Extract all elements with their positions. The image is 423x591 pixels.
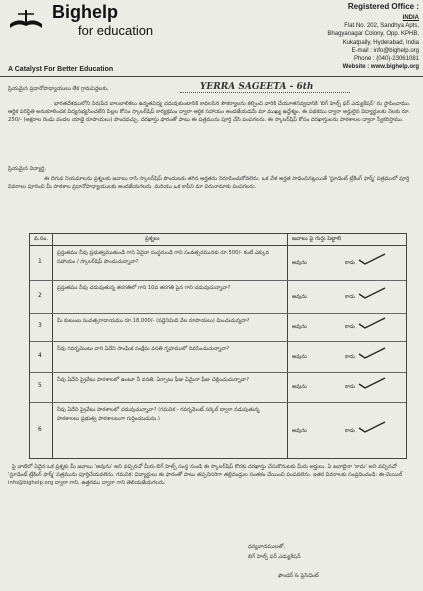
paragraph-intro: భారతదేశములోని నిరుపేద బాలబాలికలు ఉన్నతవిద్య చదువుకుంటానికి కావలసిన సౌకర్యాలను కల్పించి వారికి చేయూతనివ్వడానికి 'బిగ్ హెల్ప్ ఫర్ ఎడ్యుకేషన్' ను స్థాపించాము. ఆర్థిక పరిస్థితి అనుకూలించక విద్యనభ్యసించలేని పిల్లల కోసం స్కాలర్‌షిప్ కార్యక్రమం ద్వారా ఆర్థిక సహాయం అందజేయడమే మా ముఖ్య ఉద్దేశ్యం. ఈ పథకము ద్వారా అర్హులైన విద్యార్థులకు నెలకు రూ. 250/- (అక్షరాల రెండు వందల యాభై రూపాయలు) పొందవచ్చు. దరఖాస్తు ఫారంతో పాటు ఈ పత్రమును పూర్తి చేసి పంపగలరు. ఈ స్కాలర్‌షిప్ కోసం దరఖాస్తులను పాఠశాలల ద్వారా స్వీకరిస్తాము. <box>8 101 411 124</box>
closing: ధన్యవాదములతో, <box>248 544 286 550</box>
salutation-student: ప్రియమైన విద్యార్థి, <box>8 166 47 172</box>
answer-no-option[interactable] <box>345 256 405 268</box>
answer-no-label: కాదు <box>345 259 355 266</box>
brand-subtitle: for education <box>78 23 154 38</box>
answer-yes-option[interactable]: అవును <box>292 427 307 434</box>
question-text: మీ కుటుంబ సంవత్సరాదాయము రూ.18,000/- (పద్దెనిమిది వేల రూపాయలు) మించుచున్నదా? <box>57 318 250 324</box>
answer-no-option[interactable] <box>345 350 405 362</box>
tick-mark-icon <box>357 253 387 265</box>
answer-no-label: కాదు <box>345 293 355 300</box>
office-email: E-mail : info@bighelp.org <box>351 47 419 54</box>
row-number: 2 <box>38 291 42 299</box>
row-number: 3 <box>38 322 42 329</box>
row-number: 6 <box>38 425 42 433</box>
answer-no-option[interactable] <box>345 290 405 302</box>
office-address-line: Bhagyanagar Colony, Opp. KPHB, <box>327 31 419 38</box>
registered-office-block <box>239 2 419 71</box>
answer-no-label: కాదు <box>345 353 355 360</box>
questions-table <box>29 233 407 459</box>
table-row <box>30 245 406 281</box>
office-website: Website : www.bighelp.org <box>342 64 419 71</box>
header-divider <box>0 76 423 77</box>
handwritten-name: YERRA SAGEETA - 6th <box>200 82 314 92</box>
answer-yes-option[interactable]: అవును <box>292 293 307 300</box>
question-text: ప్రస్తుతము నీవు చదువుతున్న తరగతిలో గాని 10వ తరగతి పైన గాని చదువుచున్నావా? <box>57 285 231 291</box>
table-row <box>30 341 406 373</box>
office-title: Registered Office : <box>347 2 419 11</box>
salutation: ప్రియమైన ప్రధానోపాధ్యాయులు లేక గ్రామపెద్దలకు, <box>8 86 109 92</box>
paragraph-eligibility: పై వాటిలో ఏదైన ఒక ప్రశ్నకు మీ జవాబు 'అవును' అని వచ్చినచో మీరు బిగ్ హెల్ప్ సంస్థ నుండి ఈ స్కాలర్‌షిప్ కొరకు దరఖాస్తు చేసుకొనుటకు మీరు అర్హులు. ఏ జవాబైనా 'కాదు' అని వచ్చినచో 'స్టూడెంట్ ట్రేకింగ్ ఫార్మ్' పత్రమును పూర్తిచేయవలెను. గమనిక: విద్యార్థులు ఈ ఫారంతో పాటు తప్పనిసరిగా తల్లిదండ్రుల సంతకం చేయించి పంపవలెను. ఇతర వివరాలకు సంప్రదించండి: ఈ-మెయిల్ info@bighelp.org ద్వారా గాని, ఉత్తరము ద్వారా గాని తెలియజేయగలరు. <box>8 464 403 487</box>
answer-no-option[interactable] <box>345 424 405 436</box>
office-phone: Phone : (040)-23061081 <box>353 56 419 63</box>
answer-no-option[interactable] <box>345 320 405 332</box>
office-country: INDIA <box>402 15 419 21</box>
row-number: 5 <box>38 382 42 389</box>
brand-name: Bighelp <box>52 2 118 22</box>
tick-mark-icon <box>357 377 387 389</box>
question-text: నీవు గవర్నమెంటు వారి ఏదేని సాంఘిక సంక్షేమ వసతి గృహములో నివసించుచున్నావా? <box>57 346 230 352</box>
tick-mark-icon <box>357 317 387 329</box>
tick-mark-icon <box>357 421 387 433</box>
table-row <box>30 372 406 403</box>
tagline: A Catalyst For Better Education <box>8 66 114 73</box>
open-book-logo-icon <box>8 6 44 32</box>
table-row <box>30 313 406 342</box>
row-number: 1 <box>38 257 42 265</box>
tick-mark-icon <box>357 347 387 359</box>
paragraph-instructions: ఈ దిగువ నియమాలను ప్రశ్నలకు జవాబు రాసి స్కాలర్‌షిప్ పొందుటకు తగిన అర్హతను నిరూపించుకోవలెను. ఒక వేళ అర్హత సాధించినట్లయితే 'స్టూడెంట్ ట్రేకింగ్ ఫార్మ్' పత్రములో పూర్తి వివరాలు పూరించి మీ పాఠశాల ప్రధానోపాధ్యాయులకు అందజేయగలరు. మరియు ఒక కాపీని మా చిరునామాకు పంపగలరు. <box>8 176 410 191</box>
header-questions: ప్రశ్నలు <box>145 236 160 242</box>
answer-yes-option[interactable]: అవును <box>292 324 307 330</box>
question-text: ప్రస్తుతము నీవు ప్రభుత్వముతుండి గాని ఏదైనా సంస్థనుండి గాని సంవత్సరమునకు రూ.500/- కంటే ఎక్కువ సహాయం / స్కాలర్‌షిప్ పొందుచున్నావా? <box>57 250 270 265</box>
question-text: నీవు ఏదేని ప్రైవేటు పాఠశాలలో చదువుచున్నావా? (గమనిక - గవర్నమెంట్ సర్కిల్ ద్వారా నడుపుతున్న పాఠశాలలు ప్రభుత్వ పాఠశాలలుగా గుర్తించబడును.) <box>57 407 260 422</box>
answer-no-label: కాదు <box>345 427 355 434</box>
answer-no-label: కాదు <box>345 324 355 330</box>
signatory-role: ఫౌండర్ & ప్రెసిడెంట్ <box>278 573 319 579</box>
answer-no-option[interactable] <box>345 380 405 392</box>
answer-no-label: కాదు <box>345 384 355 390</box>
tick-mark-icon <box>357 287 387 299</box>
answer-yes-option[interactable]: అవును <box>292 384 307 390</box>
office-address-line: Kukatpally, Hyderabad, India <box>342 39 419 46</box>
row-number: 4 <box>38 351 42 359</box>
office-address-line: Flat No. 202, Sandhya Apts, <box>344 23 419 30</box>
answer-yes-option[interactable]: అవును <box>292 353 307 360</box>
header-answer: జవాబు పై గుర్తు పెట్టాలి <box>292 236 342 242</box>
answer-yes-option[interactable]: అవును <box>292 259 307 266</box>
table-row <box>30 280 406 314</box>
organization-signature: బిగ్ హెల్ప్ ఫర్ ఎడ్యుకేషన్ <box>248 554 301 560</box>
table-row <box>30 402 406 459</box>
question-text: నీవు ఏదేని ప్రైవేటు పాఠశాలలో ఉంటూ నీ వసతి, ఏర్పాటు ఫీజు ఏమైనా ఫీజు చెల్లించుచున్నావా? <box>57 377 249 383</box>
header-number: వ.సం. <box>34 236 49 242</box>
